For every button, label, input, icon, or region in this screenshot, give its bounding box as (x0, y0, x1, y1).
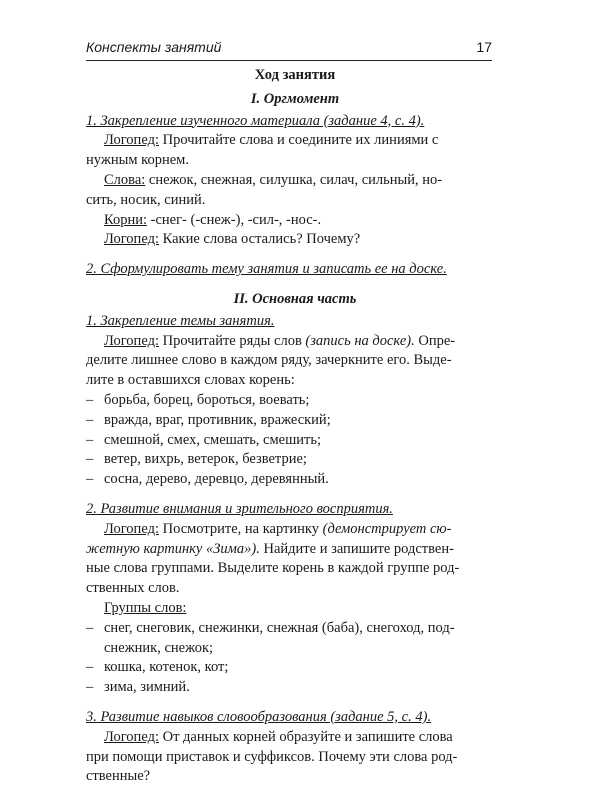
list-item: – смешной, смех, смешать, смешить; (86, 431, 504, 451)
page-content (86, 62, 504, 787)
section1-instruction-cont: лите в оставшихся словах корень: (86, 372, 295, 389)
section3-instruction: Логопед: От данных корней образуйте и запишите слова (104, 728, 453, 745)
groups-label-line (86, 599, 504, 619)
part2-title: II. Основная часть (233, 290, 357, 307)
list-item: – снег, снеговик, снежинки, снежная (баба), снегоход, под- снежник, снежок; (86, 619, 504, 659)
section2-instruction-cont: ственных слов. (86, 580, 180, 597)
section3-title: 3. Развитие навыков словообразования (задание 5, с. 4). (86, 708, 432, 725)
section2-instruction-cont: жетную картинку «Зима»). Найдите и запишите родствен- (86, 540, 454, 557)
task2-title: 2. Сформулировать тему занятия и записать ее на доске. (86, 261, 447, 278)
part1-title: I. Оргмомент (250, 90, 340, 107)
section2-title: 2. Развитие внимания и зрительного восприятия. (86, 500, 393, 517)
task1-words: Слова: снежок, снежная, силушка, силач, сильный, но- (104, 171, 443, 188)
section1-instruction-cont: делите лишнее слово в каждом ряду, зачеркните его. Выде- (86, 352, 452, 369)
task1-instruction: Логопед: Прочитайте слова и соедините их линиями с (104, 132, 439, 149)
speaker-label: Логопед: (104, 520, 159, 537)
task1-roots: Корни: -снег- (-снеж-), -сил-, -нос-. (104, 211, 322, 228)
speaker-label: Логопед: (104, 231, 159, 248)
running-title: Конспекты занятий (86, 39, 222, 55)
list-item: – сосна, дерево, деревцо, деревянный. (86, 470, 504, 490)
groups-label: Группы слов: (104, 599, 187, 616)
list-item: – вражда, враг, противник, вражеский; (86, 411, 504, 431)
section2-instruction: Логопед: Посмотрите, на картинку (демонстрирует сю- (104, 520, 452, 537)
roots-label: Корни: (104, 211, 147, 228)
task1-instruction-cont: нужным корнем. (86, 152, 189, 169)
task1-question: Логопед: Какие слова остались? Почему? (104, 231, 361, 248)
list-item: – зима, зимний. (86, 678, 504, 698)
list-item: – ветер, вихрь, ветерок, безветрие; (86, 450, 504, 470)
section1-instruction: Логопед: Прочитайте ряды слов (запись на доске). Опре- (104, 332, 456, 349)
lesson-heading: Ход занятия (254, 67, 336, 83)
words-label: Слова: (104, 171, 146, 188)
speaker-label: Логопед: (104, 332, 159, 349)
running-header (86, 38, 492, 61)
list-item: – борьба, борец, бороться, воевать; (86, 391, 504, 411)
word-rows-list (86, 391, 504, 490)
page-number: 17 (476, 39, 492, 55)
speaker-label: Логопед: (104, 728, 159, 745)
list-item: – кошка, котенок, кот; (86, 658, 504, 678)
speaker-label: Логопед: (104, 132, 159, 149)
word-groups-list (86, 619, 504, 698)
section3-instruction-cont: при помощи приставок и суффиксов. Почему эти слова род- (86, 748, 458, 765)
task1-words-cont: сить, носик, синий. (86, 191, 206, 208)
task1-title: 1. Закрепление изученного материала (задание 4, с. 4). (86, 112, 425, 129)
section3-instruction-cont: ственные? (86, 768, 151, 785)
section1-title: 1. Закрепление темы занятия. (86, 312, 275, 329)
section2-instruction-cont: ные слова группами. Выделите корень в каждой группе род- (86, 560, 460, 577)
